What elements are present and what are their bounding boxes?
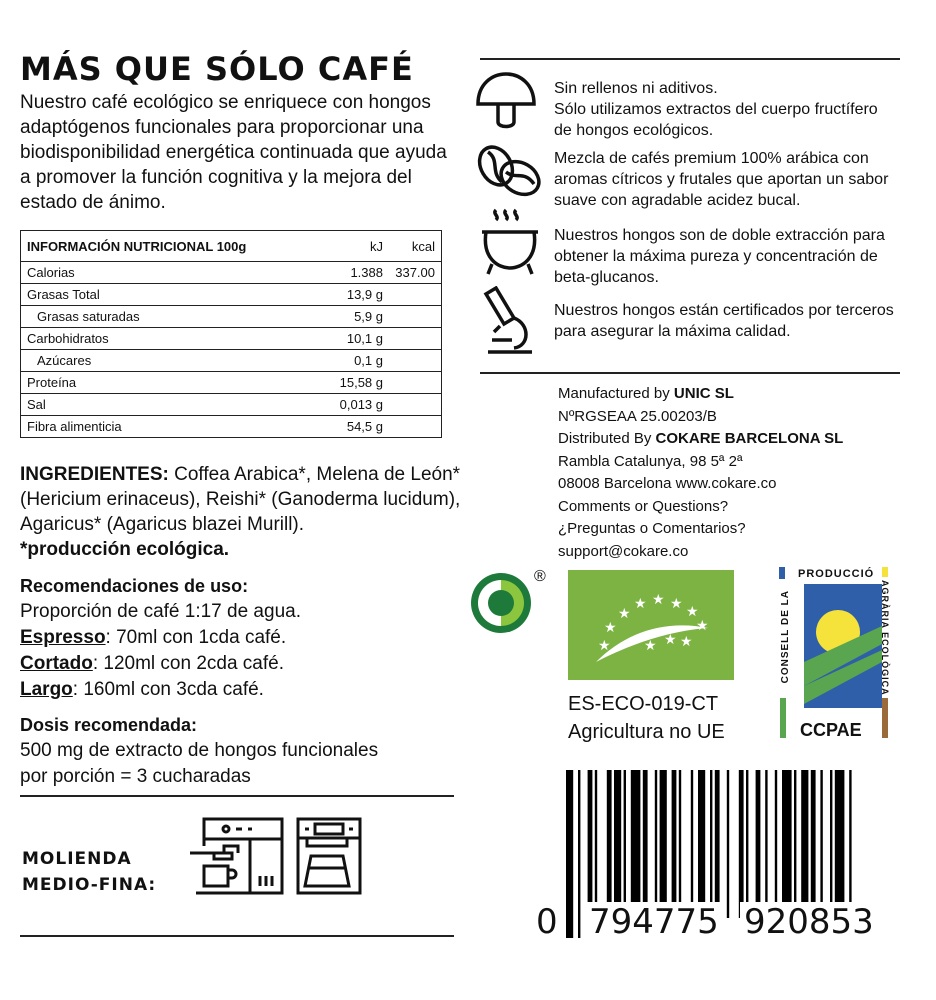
eco-code-block — [568, 690, 725, 746]
dosage-block — [20, 712, 378, 790]
recommendations-block — [20, 573, 301, 703]
svg-text:★: ★ — [598, 638, 611, 654]
barcode-bar — [614, 770, 621, 918]
feature-line: Sin rellenos ni aditivos. — [554, 80, 718, 97]
feature-text — [554, 225, 885, 288]
recommendations-title: Recomendaciones de uso: — [20, 576, 249, 596]
espresso-machine-icon — [188, 816, 288, 896]
ingredients-line: Agaricus* (Agaricus blazei Murill). — [20, 514, 305, 535]
registry-number: NºRGSEAA 25.00203/B — [558, 407, 717, 425]
svg-text:★: ★ — [680, 634, 693, 650]
row-value: 13,9 g — [331, 284, 389, 306]
manufactured-label: Manufactured by — [558, 385, 674, 402]
ccpae-top-text: PRODUCCIÓ — [798, 568, 875, 580]
comments-text: Comments or Questions? — [558, 497, 729, 515]
table-row — [21, 262, 442, 284]
row-value: 1.388 — [331, 262, 389, 284]
row-label: Proteína — [21, 372, 332, 394]
barcode-bar — [624, 770, 626, 918]
intro-line: Nuestro café ecológico se enriquece con hongos — [20, 92, 431, 113]
mushroom-icon — [474, 70, 538, 132]
feature-text — [554, 300, 894, 342]
nutrition-table — [20, 230, 442, 438]
barcode-bar — [756, 770, 761, 918]
kj-header: kJ — [331, 231, 389, 262]
feature-line: beta-glucanos. — [554, 269, 659, 286]
row-value: 337.00 — [389, 262, 442, 284]
feature-line: Mezcla de cafés premium 100% arábica con — [554, 150, 869, 167]
manufacturer-block — [558, 383, 843, 563]
intro-line: a promover la función cognitiva y la mejora del — [20, 167, 412, 188]
intro-line: estado de ánimo. — [20, 192, 166, 213]
divider — [480, 58, 900, 60]
barcode-bar — [765, 770, 767, 918]
microscope-icon — [478, 286, 542, 356]
reco-item-text: : 70ml con 1cda café. — [105, 627, 287, 648]
reco-item — [20, 677, 301, 703]
distributor-name: COKARE BARCELONA SL — [655, 430, 844, 447]
nutrition-header-row — [21, 231, 442, 262]
row-value: 0,1 g — [331, 350, 389, 372]
barcode-bar — [811, 770, 816, 918]
feature-text — [554, 78, 878, 141]
table-row — [21, 372, 442, 394]
barcode-bar — [782, 770, 792, 918]
table-row — [21, 328, 442, 350]
row-label: Sal — [21, 394, 332, 416]
table-row — [21, 350, 442, 372]
ingredients-note: *producción ecológica. — [20, 539, 230, 560]
row-label: Grasas saturadas — [21, 306, 332, 328]
row-value — [389, 372, 442, 394]
comments-text: ¿Preguntas o Comentarios? — [558, 520, 746, 537]
coffee-beans-icon — [474, 142, 544, 202]
svg-text:★: ★ — [664, 632, 677, 648]
row-label: Azúcares — [21, 350, 332, 372]
svg-text:★: ★ — [604, 620, 617, 636]
barcode-bar — [631, 770, 641, 918]
reco-item — [20, 651, 301, 677]
svg-text:★: ★ — [652, 592, 665, 608]
svg-text:★: ★ — [696, 618, 709, 634]
ccpae-left-text: CONSELL DE LA — [780, 590, 791, 684]
ratio-text: Proporción de café 1:17 de agua. — [20, 601, 301, 622]
row-value — [389, 306, 442, 328]
barcode-bar — [660, 770, 667, 918]
ingredients-line: Coffea Arabica*, Melena de León* — [168, 464, 461, 485]
barcode-bar — [566, 770, 573, 938]
barcode-bar — [775, 770, 777, 918]
row-label: Calorias — [21, 262, 332, 284]
barcode-digits-left: 794775 — [585, 902, 723, 942]
eu-organic-logo — [568, 570, 734, 680]
row-label: Fibra alimenticia — [21, 416, 332, 438]
green-dot-logo — [470, 572, 532, 634]
distributed-label: Distributed By — [558, 430, 656, 447]
row-label: Grasas Total — [21, 284, 332, 306]
barcode-bar — [595, 770, 597, 918]
barcode-bar — [830, 770, 832, 918]
eco-origin: Agricultura no UE — [568, 721, 725, 743]
reco-item-text: : 160ml con 3cda café. — [72, 679, 264, 700]
eco-code: ES-ECO-019-CT — [568, 693, 719, 715]
barcode-bar — [746, 770, 748, 918]
ccpae-name: CCPAE — [800, 720, 862, 740]
grind-line: MEDIO-FINA: — [22, 875, 157, 895]
barcode-bar — [698, 770, 705, 918]
ingredients-block — [20, 462, 461, 562]
support-email: support@cokare.co — [558, 542, 689, 560]
row-value — [389, 284, 442, 306]
reco-item-name: Largo — [20, 679, 73, 700]
ingredients-label: INGREDIENTES: — [20, 464, 169, 485]
barcode-bar — [820, 770, 822, 918]
barcode-bar — [588, 770, 593, 918]
dosage-line: 500 mg de extracto de hongos funcionales — [20, 740, 379, 761]
row-value — [389, 350, 442, 372]
cauldron-icon — [478, 206, 542, 278]
table-row — [21, 416, 442, 438]
barcode-digits-right: 920853 — [740, 902, 878, 942]
address-line: Rambla Catalunya, 98 5ª 2ª — [558, 452, 743, 470]
drip-coffee-maker-icon — [295, 816, 365, 896]
feature-line: para asegurar la máxima calidad. — [554, 323, 791, 340]
barcode-bar — [679, 770, 681, 918]
row-value — [389, 328, 442, 350]
ccpae-right-text: AGRÀRIA ECOLÒGICA — [880, 580, 890, 696]
grind-line: MOLIENDA — [22, 849, 132, 869]
intro-line: adaptógenos funcionales para proporcionar una — [20, 117, 424, 138]
feature-line: Nuestros hongos están certificados por terceros — [554, 302, 894, 319]
row-value: 15,58 g — [331, 372, 389, 394]
feature-line: Nuestros hongos son de doble extracción para — [554, 227, 885, 244]
barcode-bar — [643, 770, 648, 918]
address-line: 08008 Barcelona www.cokare.co — [558, 475, 777, 492]
grind-label — [22, 846, 156, 898]
kcal-header: kcal — [389, 231, 442, 262]
svg-text:★: ★ — [634, 596, 647, 612]
barcode-bar — [794, 770, 796, 918]
feature-line: suave con agradable acidez bucal. — [554, 192, 801, 209]
nutrition-header: INFORMACIÓN NUTRICIONAL 100g — [21, 231, 332, 262]
reco-item-text: : 120ml con 2cda café. — [92, 653, 284, 674]
page-title: MÁS QUE SÓLO CAFÉ — [20, 50, 414, 88]
row-value — [389, 394, 442, 416]
feature-line: Sólo utilizamos extractos del cuerpo fructífero — [554, 101, 878, 118]
svg-text:★: ★ — [686, 604, 699, 620]
barcode-bar — [607, 770, 612, 918]
row-value: 5,9 g — [331, 306, 389, 328]
barcode-bar — [835, 770, 845, 918]
barcode-bar — [739, 770, 744, 918]
ingredients-line: (Hericium erinaceus), Reishi* (Ganoderma lucidum), — [20, 489, 461, 510]
row-value: 10,1 g — [331, 328, 389, 350]
intro-line: biodisponibilidad energética continuada que ayuda — [20, 142, 447, 163]
table-row — [21, 394, 442, 416]
barcode-digit-prefix: 0 — [532, 902, 562, 942]
row-label: Carbohidratos — [21, 328, 332, 350]
intro-text — [20, 90, 450, 215]
divider — [480, 372, 900, 374]
reco-item-name: Cortado — [20, 653, 93, 674]
dosage-title: Dosis recomendada: — [20, 715, 198, 735]
divider — [20, 935, 454, 937]
feature-line: aromas cítricos y frutales que aportan un sabor — [554, 171, 889, 188]
dosage-line: por porción = 3 cucharadas — [20, 766, 251, 787]
feature-line: obtener la máxima pureza y concentración de — [554, 248, 878, 265]
divider — [20, 795, 454, 797]
feature-line: de hongos ecológicos. — [554, 122, 714, 139]
barcode-bar — [672, 770, 677, 918]
svg-text:★: ★ — [618, 606, 631, 622]
reco-item — [20, 625, 301, 651]
barcode-bar — [691, 770, 693, 918]
barcode-bar — [801, 770, 808, 918]
registered-mark: ® — [534, 568, 546, 585]
row-value: 54,5 g — [331, 416, 389, 438]
feature-text — [554, 148, 888, 211]
barcode-bar — [727, 770, 729, 918]
table-row — [21, 284, 442, 306]
ccpae-logo — [778, 566, 892, 744]
row-value: 0,013 g — [331, 394, 389, 416]
barcode-bar — [655, 770, 657, 918]
svg-text:★: ★ — [670, 596, 683, 612]
table-row — [21, 306, 442, 328]
barcode-bar — [578, 770, 580, 938]
manufacturer-name: UNIC SL — [673, 385, 734, 402]
svg-text:★: ★ — [644, 638, 657, 654]
reco-item-name: Espresso — [20, 627, 106, 648]
row-value — [389, 416, 442, 438]
